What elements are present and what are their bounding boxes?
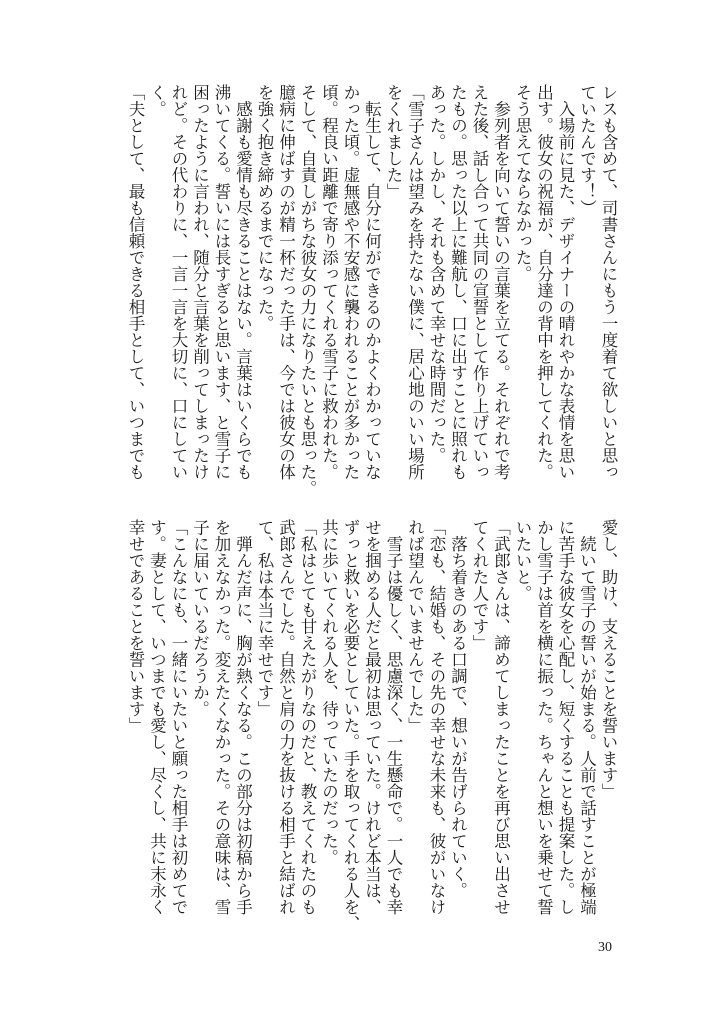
text-block-top	[125, 84, 620, 497]
text-column: かった頃。虚無感や不安感に襲われることが多かった	[341, 84, 360, 480]
text-column: 続いて雪子の誓いが始まる。人前で話すことが極端	[577, 519, 597, 915]
text-column: あった。しかし、それも含めて幸せな時間だった。	[427, 84, 446, 464]
text-column: 感謝も愛情も尽きることはない。言葉はいくらでも	[233, 84, 253, 480]
text-column: 転生して、自分に何ができるのかよくわかっていな	[362, 84, 382, 480]
text-column: 「雪子さんは望みを持たない僕に、居心地のいい場所	[405, 84, 425, 480]
text-column: ていたんです！）	[577, 84, 597, 216]
text-column: ずっと救いを必要としていた。手を取ってくれる人を、	[341, 519, 360, 932]
text-column: 「武郎さんは、諦めてしまったことを再び思い出させ	[491, 519, 511, 915]
text-column: をくれました」	[384, 84, 403, 200]
text-column: に苦手な彼女を心配し、短くすることも提案した。し	[556, 519, 575, 915]
text-column: レスも含めて、司書さんにもう一度着て欲しいと思っ	[599, 84, 618, 480]
text-column: たもの。思った以上に難航し、口に出すことに照れも	[448, 84, 468, 480]
text-column: 愛し、助け、支えることを誓います」	[599, 519, 618, 800]
text-column: 共に歩いてくれる人を、待っていたのだった。	[319, 519, 339, 866]
text-column: 出す。彼女の祝福が、自分達の背中を押してくれた。	[534, 84, 554, 480]
text-column: 弾んだ声に、胸が熱くなる。この部分は初稿から手	[233, 519, 253, 915]
text-column: 「夫として、最も信頼できる相手として、いつまでも	[126, 84, 145, 480]
text-column: 入場前に見た、デザイナーの晴れやかな表情を思い	[556, 84, 575, 480]
text-column: 「恋も、結婚も、その先の幸せな未来も、彼がいなけ	[427, 519, 446, 915]
text-column: 沸いてくる。誓いには長すぎると思います、と雪子に	[212, 84, 231, 480]
text-column: 落ち着きのある口調で、想いが告げられていく。	[448, 519, 468, 899]
text-column: 「こんなにも、一緒にいたいと願った相手は初めてで	[169, 519, 188, 915]
text-column: れば望んでいませんでした」	[405, 519, 425, 734]
text-column: れど。その代わりに、一言一言を大切に、口にしてい	[169, 84, 188, 480]
text-column: てくれた人です」	[470, 519, 489, 651]
text-column: を強く抱き締めるまでになった。	[255, 84, 274, 332]
text-column: いたいと。	[513, 519, 532, 602]
text-column: 武郎さんでした。自然と肩の力を抜ける相手と結ばれ	[276, 519, 296, 915]
text-column: を加えなかった。変えたくなかった。その意味は、雪	[212, 519, 231, 915]
text-column: 幸せであることを誓います」	[126, 519, 145, 734]
page-number: 30	[598, 940, 612, 955]
text-column: 参列者を向いて誓いの言葉を立てる。それぞれで考	[491, 84, 511, 480]
text-block-bottom	[125, 519, 620, 932]
text-column: 頃。程良い距離で寄り添ってくれる雪子に救われた。	[319, 84, 339, 480]
text-column: 子に届いているだろうか。	[190, 519, 210, 717]
text-column: そして、自責しがちな彼女の力になりたいとも思った。	[298, 84, 317, 497]
text-column: そう思えてならなかった。	[513, 84, 532, 282]
text-column: す。妻として、いつまでも愛し、尽くし、共に末永く	[147, 519, 167, 915]
text-column: 雪子は優しく、思慮深く、一生懸命で。一人でも幸	[384, 519, 403, 915]
text-column: く。	[147, 84, 167, 117]
text-column: かし雪子は首を横に振った。ちゃんと想いを乗せて誓	[534, 519, 554, 915]
text-column: 「私はとても甘えたがりなのだと、教えてくれたのも	[298, 519, 317, 915]
text-column: えた後、話し合って共同の宣誓として作り上げていっ	[470, 84, 489, 480]
text-column: て、私は本当に幸せです」	[255, 519, 274, 717]
text-column: 臆病に伸ばすのが精一杯だった手は、今では彼女の体	[276, 84, 296, 480]
text-column: 困ったように言われ、随分と言葉を削ってしまったけ	[190, 84, 210, 480]
text-column: せを掴める人だと最初は思っていた。けれど本当は、	[362, 519, 382, 915]
